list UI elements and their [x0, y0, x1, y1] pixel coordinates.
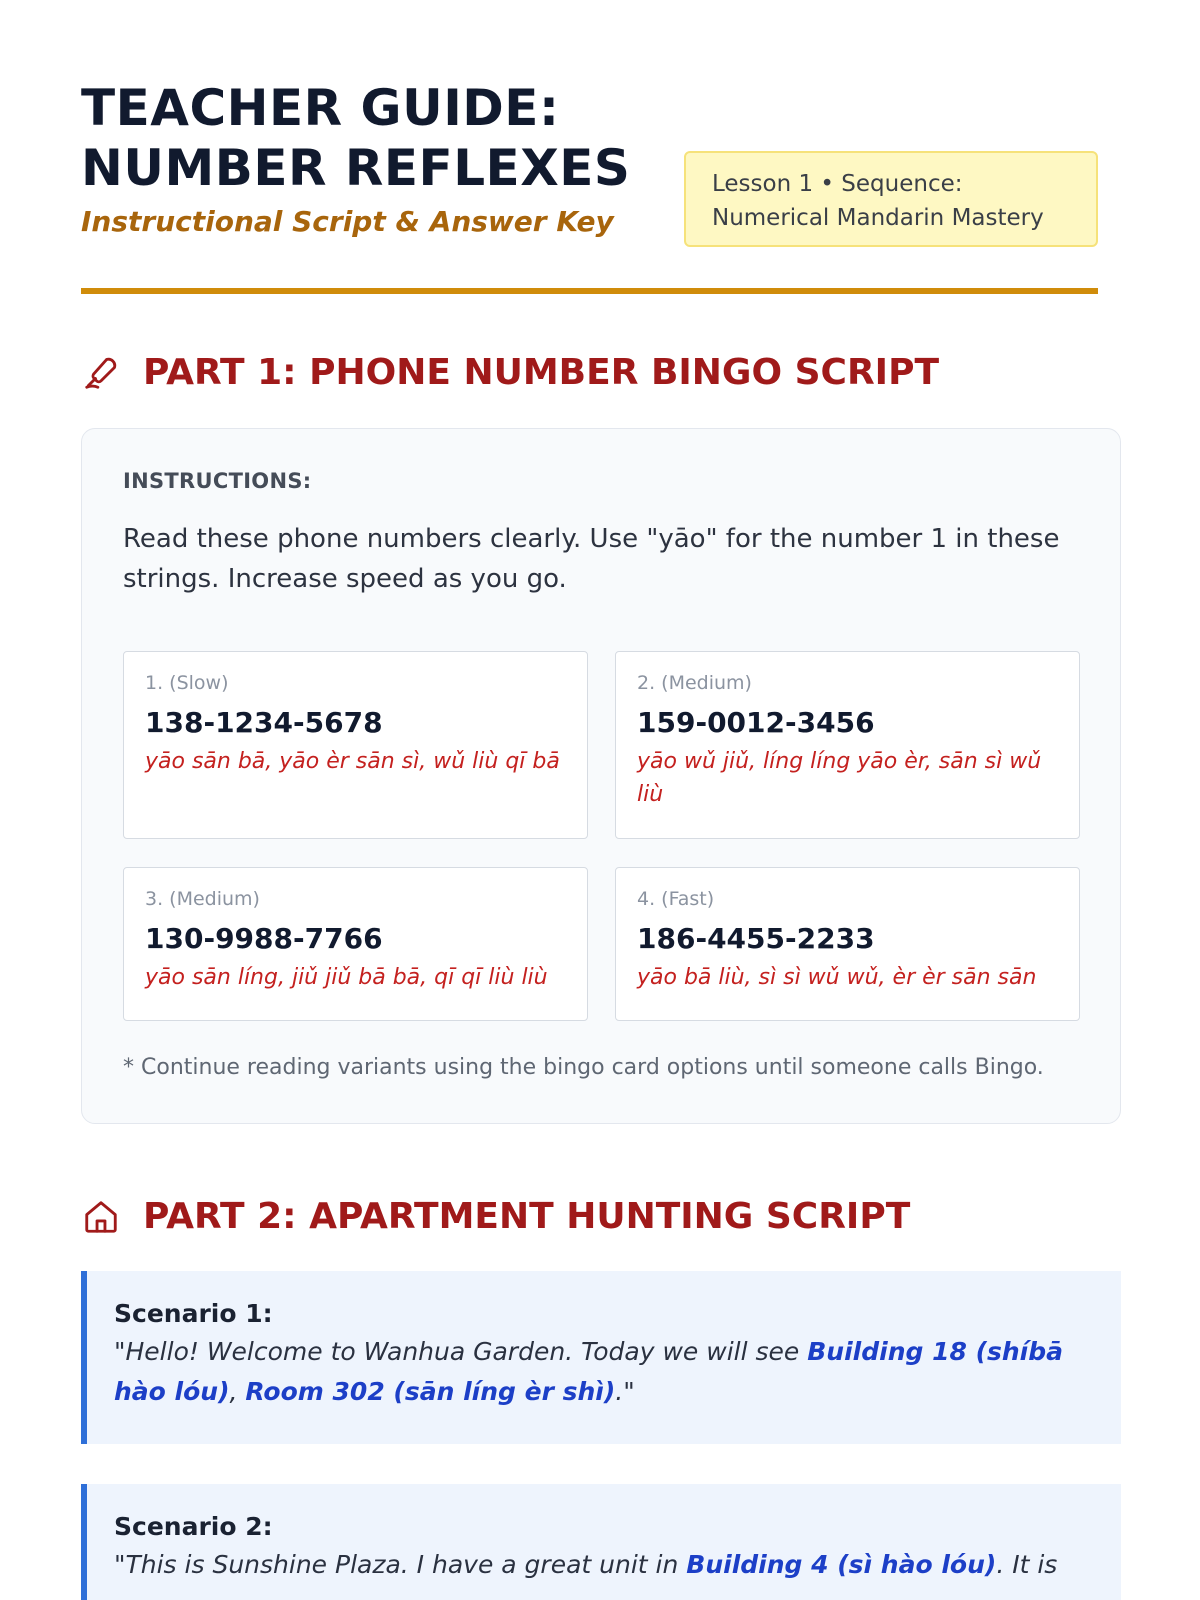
bingo-script-panel — [81, 428, 1121, 1124]
scenario-1 — [81, 1271, 1121, 1444]
phone-card-1 — [123, 651, 588, 839]
scenario-text-part: "Hello! Welcome to Wanhua Garden. Today we will see — [114, 1337, 808, 1366]
scenario-text-part: "This is Sunshine Plaza. I have a great unit in — [114, 1550, 687, 1579]
scenario-text-part: . It is — [996, 1550, 1058, 1579]
title-line-1: TEACHER GUIDE: — [81, 79, 560, 137]
title-line-2: NUMBER REFLEXES — [81, 139, 631, 197]
scenario-label: Scenario 1: — [114, 1299, 273, 1328]
scenario-text-part: , — [229, 1377, 246, 1406]
card-pinyin: yāo sān líng, jiǔ jiǔ bā bā, qī qī liù liù — [145, 965, 548, 990]
phone-card-4 — [615, 867, 1080, 1021]
phone-card-2 — [615, 651, 1080, 839]
scenario-highlight: Building 18 (shíbā hào lóu) — [114, 1337, 1064, 1406]
card-label: 1. (Slow) — [145, 672, 229, 694]
lesson-badge: Lesson 1 • Sequence: Numerical Mandarin Mastery — [684, 151, 1098, 247]
scenario-2 — [81, 1484, 1121, 1600]
scenario-label: Scenario 2: — [114, 1512, 273, 1541]
page-header — [81, 0, 1098, 294]
card-label: 4. (Fast) — [637, 888, 715, 910]
page-title — [81, 78, 630, 198]
part1-heading — [81, 352, 939, 393]
bingo-footnote: * Continue reading variants using the bingo card options until someone calls Bingo. — [123, 1055, 1044, 1080]
house-icon — [81, 1197, 121, 1237]
card-number: 138-1234-5678 — [145, 706, 383, 739]
phone-card-3 — [123, 867, 588, 1021]
card-number: 159-0012-3456 — [637, 706, 875, 739]
microphone-icon — [81, 353, 121, 393]
scenario-text-part: ." — [615, 1377, 635, 1406]
part2-title: PART 2: APARTMENT HUNTING SCRIPT — [143, 1196, 911, 1237]
card-pinyin: yāo sān bā, yāo èr sān sì, wǔ liù qī bā — [145, 749, 560, 774]
scenario-text — [114, 1545, 1093, 1585]
part2-heading — [81, 1196, 910, 1237]
card-number: 186-4455-2233 — [637, 922, 875, 955]
scenario-highlight: Room 302 (sān líng èr shì) — [245, 1377, 616, 1406]
instructions-label: INSTRUCTIONS: — [123, 469, 312, 493]
card-label: 3. (Medium) — [145, 888, 260, 910]
card-number: 130-9988-7766 — [145, 922, 383, 955]
scenario-highlight: Building 4 (sì hào lóu) — [686, 1550, 997, 1579]
card-pinyin: yāo wǔ jiǔ, líng líng yāo èr, sān sì wǔ liù — [637, 749, 1042, 807]
page-subtitle: Instructional Script & Answer Key — [81, 205, 614, 238]
scenario-text — [114, 1332, 1093, 1412]
card-pinyin: yāo bā liù, sì sì wǔ wǔ, èr èr sān sān — [637, 965, 1037, 990]
instructions-text: Read these phone numbers clearly. Use "yāo" for the number 1 in these strings. Increase speed as you go. — [123, 524, 1060, 594]
part1-title: PART 1: PHONE NUMBER BINGO SCRIPT — [143, 352, 940, 393]
card-label: 2. (Medium) — [637, 672, 752, 694]
